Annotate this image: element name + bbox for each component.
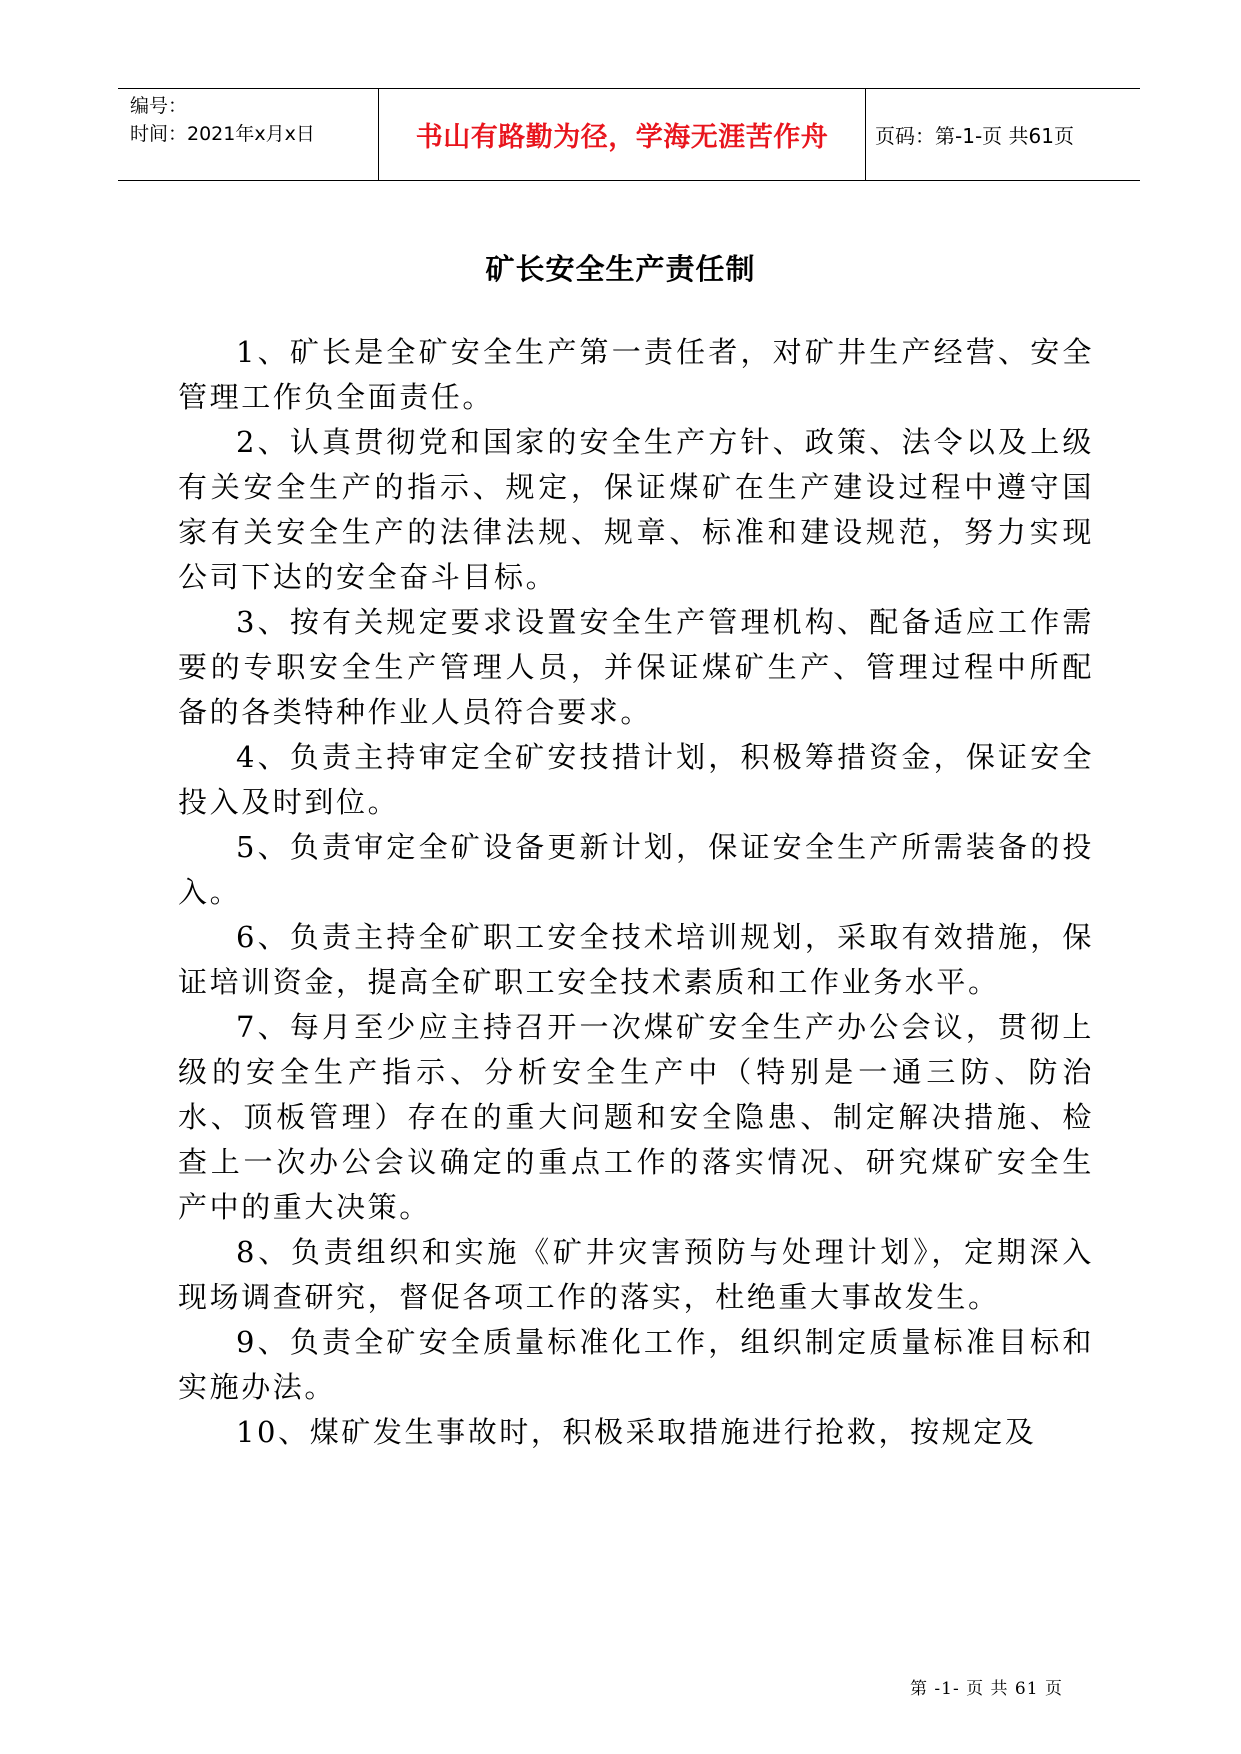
header-time-label: 时间：2021年x月x日 [130, 123, 315, 145]
paragraph: 4、负责主持审定全矿安技措计划，积极筹措资金，保证安全投入及时到位。 [178, 740, 1094, 819]
paragraph: 7、每月至少应主持召开一次煤矿安全生产办公会议，贯彻上级的安全生产指示、分析安全生产中（特别是一通三防、防治水、顶板管理）存在的重大问题和安全隐患、制定解决措施、检查上一次办公会议确定的重点工作的落实情况、研究煤矿安全生产中的重大决策。 [178, 1010, 1094, 1224]
paragraph: 1、矿长是全矿安全生产第一责任者，对矿井生产经营、安全管理工作负全面责任。 [178, 335, 1094, 414]
header-number-label: 编号： [130, 95, 188, 117]
paragraph: 6、负责主持全矿职工安全技术培训规划，采取有效措施，保证培训资金，提高全矿职工安全技术素质和工作业务水平。 [178, 920, 1094, 999]
document-body [178, 330, 1094, 1455]
paragraph: 5、负责审定全矿设备更新计划，保证安全生产所需装备的投入。 [178, 830, 1094, 909]
paragraph: 10、煤矿发生事故时，积极采取措施进行抢救，按规定及 [236, 1415, 1037, 1449]
paragraph: 3、按有关规定要求设置安全生产管理机构、配备适应工作需要的专职安全生产管理人员，并保证煤矿生产、管理过程中所配备的各类特种作业人员符合要求。 [178, 605, 1094, 729]
document-title: 矿长安全生产责任制 [485, 252, 756, 286]
header-motto: 书山有路勤为径，学海无涯苦作舟 [415, 122, 829, 153]
header-motto-cell [379, 89, 866, 180]
header-page-cell [866, 89, 1140, 180]
footer-page-number: 第 -1- 页 共 61 页 [910, 1679, 1063, 1699]
header-page-info: 页码：第-1-页 共61页 [875, 124, 1074, 148]
document-header [118, 88, 1140, 181]
paragraph: 2、认真贯彻党和国家的安全生产方针、政策、法令以及上级有关安全生产的指示、规定，保证煤矿在生产建设过程中遵守国家有关安全生产的法律法规、规章、标准和建设规范，努力实现公司下达的安全奋斗目标。 [178, 425, 1094, 594]
paragraph: 9、负责全矿安全质量标准化工作，组织制定质量标准目标和实施办法。 [178, 1325, 1094, 1404]
paragraph: 8、负责组织和实施《矿井灾害预防与处理计划》，定期深入现场调查研究，督促各项工作的落实，杜绝重大事故发生。 [178, 1235, 1094, 1314]
header-meta-cell [118, 89, 379, 180]
